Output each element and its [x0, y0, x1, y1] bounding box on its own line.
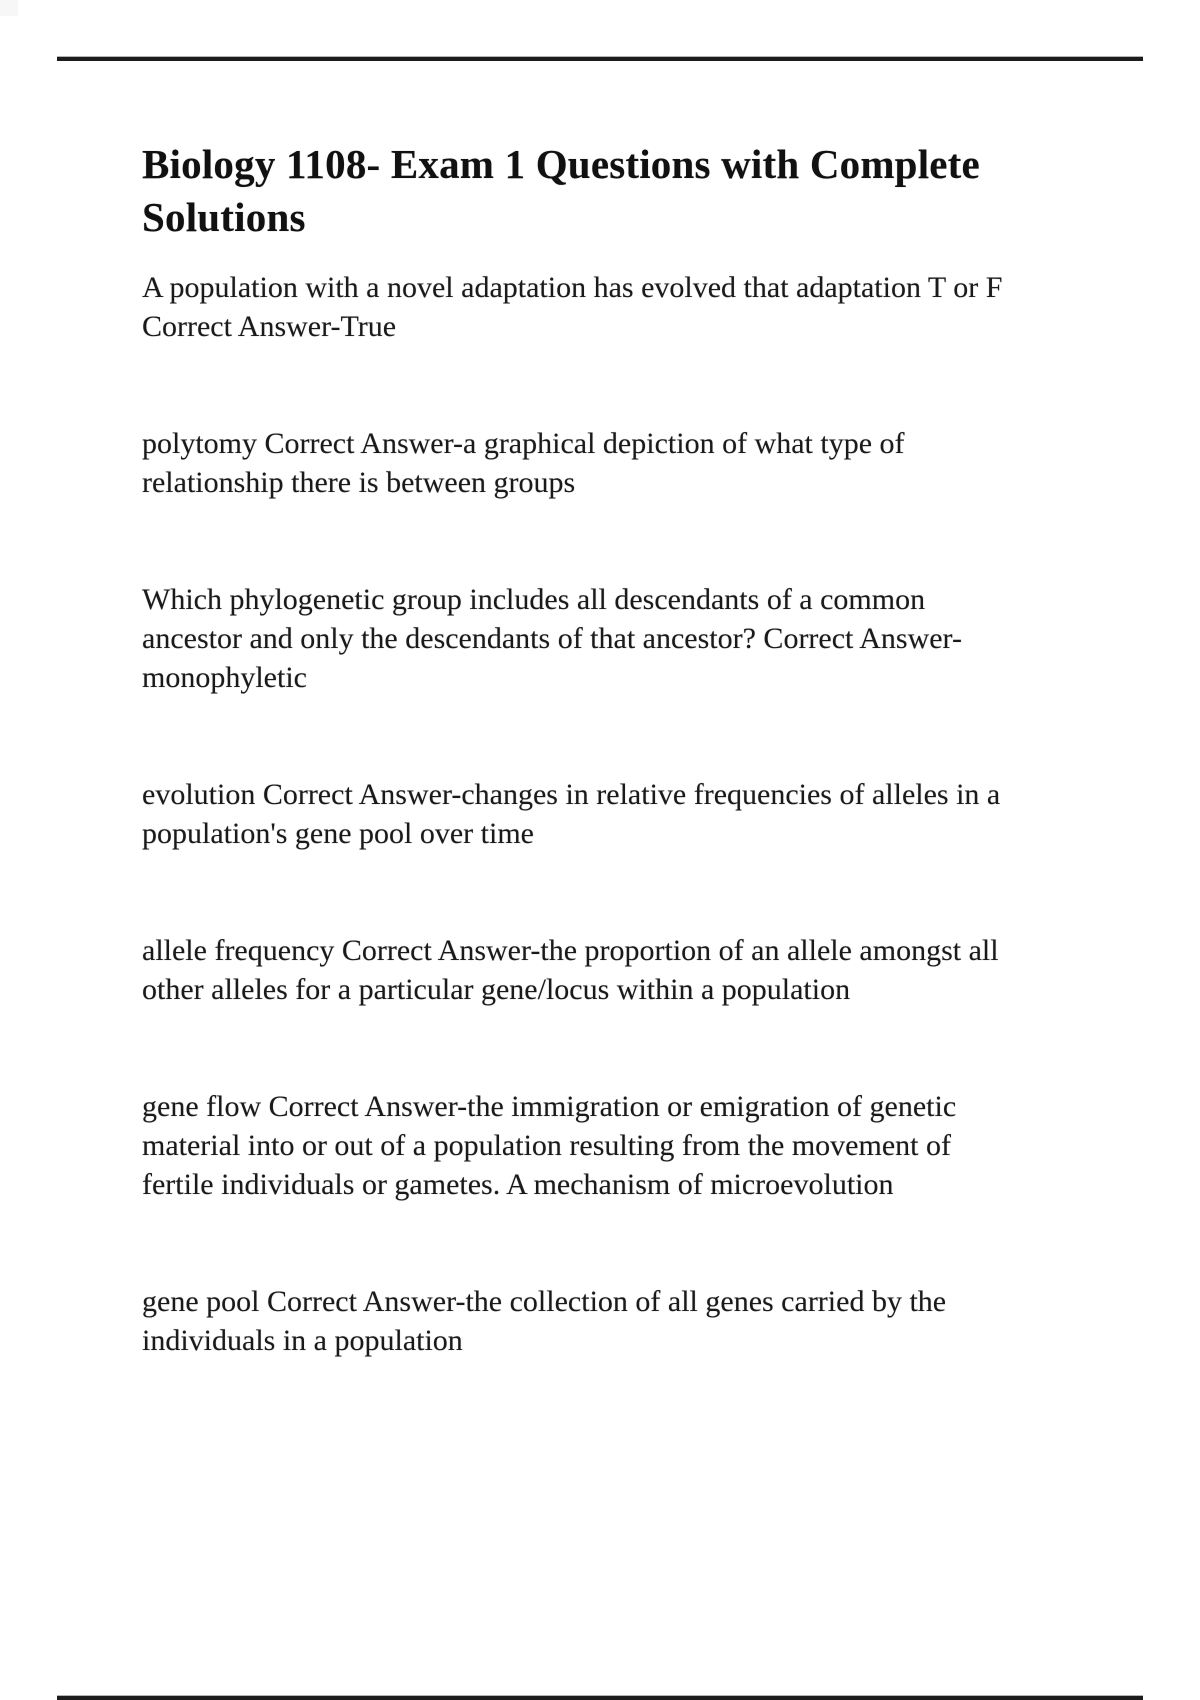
document-title — [142, 138, 1022, 244]
text-line: polytomy Correct Answer-a graphical depiction of what type of — [142, 427, 905, 460]
qa-paragraph — [142, 931, 1022, 1009]
title-line: Biology 1108- Exam 1 Questions with Complete — [142, 141, 980, 187]
text-line: fertile individuals or gametes. A mechanism of microevolution — [142, 1168, 894, 1201]
document-content — [142, 0, 1022, 1438]
qa-paragraph — [142, 1087, 1022, 1204]
text-line: gene flow Correct Answer-the immigration or emigration of genetic — [142, 1090, 957, 1123]
text-line: population's gene pool over time — [142, 817, 534, 850]
bottom-horizontal-rule — [57, 1695, 1143, 1700]
text-line: relationship there is between groups — [142, 466, 576, 499]
text-line: evolution Correct Answer-changes in relative frequencies of alleles in a — [142, 778, 1001, 811]
text-line: gene pool Correct Answer-the collection of all genes carried by the — [142, 1285, 947, 1318]
text-line: ancestor and only the descendants of that ancestor? Correct Answer- — [142, 622, 962, 655]
qa-paragraph — [142, 424, 1022, 502]
text-line: Which phylogenetic group includes all descendants of a common — [142, 583, 926, 616]
text-line: individuals in a population — [142, 1324, 463, 1357]
corner-artifact — [0, 0, 18, 16]
qa-paragraph — [142, 580, 1022, 697]
text-line: Correct Answer-True — [142, 310, 397, 343]
text-line: other alleles for a particular gene/locus within a population — [142, 973, 851, 1006]
text-line: monophyletic — [142, 661, 307, 694]
text-line: material into or out of a population resulting from the movement of — [142, 1129, 951, 1162]
title-line: Solutions — [142, 194, 306, 240]
qa-paragraph — [142, 1282, 1022, 1360]
qa-paragraph — [142, 775, 1022, 853]
text-line: A population with a novel adaptation has evolved that adaptation T or F — [142, 271, 1003, 304]
text-line: allele frequency Correct Answer-the proportion of an allele amongst all — [142, 934, 999, 967]
qa-paragraph — [142, 268, 1022, 346]
paragraphs — [142, 268, 1022, 1360]
